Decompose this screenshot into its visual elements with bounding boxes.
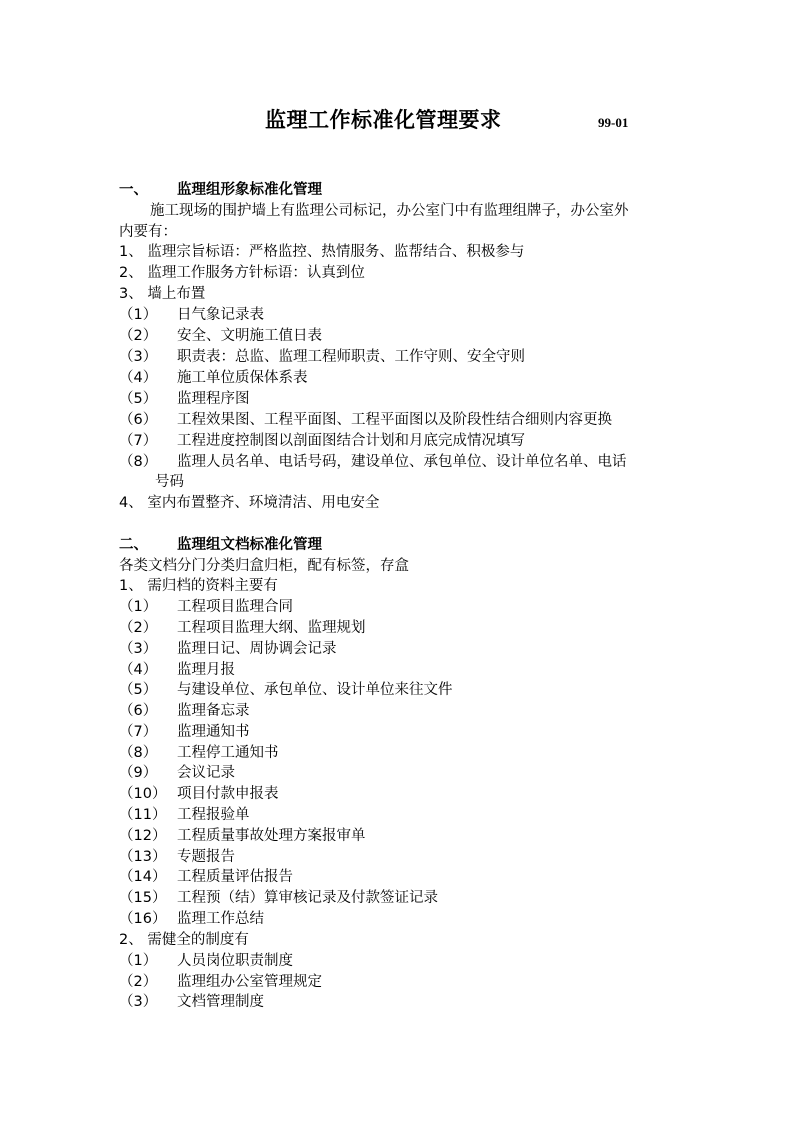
list-item-number: （6） <box>119 412 158 428</box>
section1-item-1: 1、 监理宗旨标语：严格监控、热情服务、监帮结合、积极参与 <box>119 244 525 260</box>
section1-intro-line2: 内要有： <box>119 224 177 240</box>
list-item <box>119 888 438 908</box>
list-item-text: 工程停工通知书 <box>177 745 279 761</box>
list-item <box>119 722 250 742</box>
section2-item-2: 2、 需健全的制度有 <box>119 932 249 948</box>
list-item-number: （5） <box>119 682 158 698</box>
section2-intro: 各类文档分门分类归盒归柜，配有标签，存盒 <box>119 558 409 574</box>
section2-item-1: 1、 需归档的资料主要有 <box>119 578 278 594</box>
list-item-number: （6） <box>119 703 158 719</box>
list-item <box>119 326 322 346</box>
list-item-number: （11） <box>119 807 167 823</box>
list-item-text: 监理通知书 <box>177 724 250 740</box>
list-item-text: 安全、文明施工值日表 <box>177 328 322 344</box>
list-item <box>119 347 525 367</box>
list-item <box>119 701 250 721</box>
section1-intro-line1: 施工现场的围护墙上有监理公司标记，办公室门中有监理组牌子，办公室外 <box>150 203 629 219</box>
list-item <box>119 743 279 763</box>
section1-item-3: 3、 墙上布置 <box>119 286 206 302</box>
list-item <box>119 660 235 680</box>
list-item <box>119 618 366 638</box>
list-item-text: 工程报验单 <box>177 807 250 823</box>
list-item-text: 与建设单位、承包单位、设计单位来往文件 <box>177 682 453 698</box>
list-item-text: 工程质量评估报告 <box>177 869 293 885</box>
section1-heading <box>119 180 322 200</box>
list-item-number: （7） <box>119 433 158 449</box>
list-item-number: （1） <box>119 307 158 323</box>
list-item-text: 文档管理制度 <box>177 994 264 1010</box>
list-item-text: 工程质量事故处理方案报审单 <box>177 828 366 844</box>
list-item <box>119 389 250 409</box>
list-item-number: （3） <box>119 349 158 365</box>
list-item-text: 工程预（结）算审核记录及付款签证记录 <box>177 890 438 906</box>
list-item <box>119 951 293 971</box>
list-item-text: 工程项目监理合同 <box>177 599 293 615</box>
list-item <box>119 410 612 430</box>
list-item-continuation: 号码 <box>155 474 184 490</box>
list-item-text: 监理人员名单、电话号码，建设单位、承包单位、设计单位名单、电话 <box>177 454 627 470</box>
section1-title: 监理组形象标准化管理 <box>177 182 322 198</box>
list-item-text: 职责表：总监、监理工程师职责、工作守则、安全守则 <box>177 349 525 365</box>
list-item <box>119 452 627 472</box>
list-item <box>119 763 235 783</box>
list-item-number: （2） <box>119 974 158 990</box>
list-item-text: 监理备忘录 <box>177 703 250 719</box>
list-item <box>119 784 279 804</box>
list-item-number: （9） <box>119 765 158 781</box>
list-item-text: 工程效果图、工程平面图、工程平面图以及阶段性结合细则内容更换 <box>177 412 612 428</box>
list-item-text: 日气象记录表 <box>177 307 264 323</box>
list-item <box>119 597 293 617</box>
list-item-number: （8） <box>119 454 158 470</box>
list-item <box>119 909 264 929</box>
list-item <box>119 992 264 1012</box>
list-item <box>119 639 337 659</box>
list-item-number: （12） <box>119 828 167 844</box>
list-item <box>119 805 250 825</box>
list-item-text: 项目付款申报表 <box>177 786 279 802</box>
section1-item-4: 4、 室内布置整齐、环境清洁、用电安全 <box>119 495 380 511</box>
list-item-number: （2） <box>119 620 158 636</box>
list-item-number: （3） <box>119 994 158 1010</box>
list-item-text: 会议记录 <box>177 765 235 781</box>
list-item <box>119 826 366 846</box>
list-item-number: （3） <box>119 641 158 657</box>
section2-title: 监理组文档标准化管理 <box>177 537 322 553</box>
list-item <box>119 680 453 700</box>
doc-title: 监理工作标准化管理要求 <box>265 108 502 132</box>
list-item-number: （7） <box>119 724 158 740</box>
list-item-text: 监理工作总结 <box>177 911 264 927</box>
list-item-text: 人员岗位职责制度 <box>177 953 293 969</box>
list-item <box>119 431 525 451</box>
section2-number: 二、 <box>119 537 148 553</box>
list-item-text: 监理组办公室管理规定 <box>177 974 322 990</box>
section1-number: 一、 <box>119 182 148 198</box>
list-item-text: 监理月报 <box>177 662 235 678</box>
list-item-number: （15） <box>119 890 167 906</box>
list-item <box>119 305 264 325</box>
list-item-number: （2） <box>119 328 158 344</box>
list-item-number: （4） <box>119 370 158 386</box>
section2-heading <box>119 535 322 555</box>
list-item-number: （13） <box>119 849 167 865</box>
list-item-text: 专题报告 <box>177 849 235 865</box>
list-item-number: （1） <box>119 599 158 615</box>
list-item-number: （5） <box>119 391 158 407</box>
doc-code: 99-01 <box>598 115 629 130</box>
list-item-text: 施工单位质保体系表 <box>177 370 308 386</box>
list-item-text: 工程进度控制图以剖面图结合计划和月底完成情况填写 <box>177 433 525 449</box>
list-item <box>119 368 308 388</box>
list-item-number: （10） <box>119 786 167 802</box>
list-item <box>119 847 235 867</box>
list-item <box>119 867 293 887</box>
list-item-number: （1） <box>119 953 158 969</box>
list-item-number: （8） <box>119 745 158 761</box>
list-item-number: （4） <box>119 662 158 678</box>
list-item-number: （16） <box>119 911 167 927</box>
list-item-number: （14） <box>119 869 167 885</box>
list-item-text: 工程项目监理大纲、监理规划 <box>177 620 366 636</box>
section1-item-2: 2、 监理工作服务方针标语：认真到位 <box>119 265 365 281</box>
list-item-text: 监理程序图 <box>177 391 250 407</box>
list-item <box>119 972 322 992</box>
list-item-text: 监理日记、周协调会记录 <box>177 641 337 657</box>
